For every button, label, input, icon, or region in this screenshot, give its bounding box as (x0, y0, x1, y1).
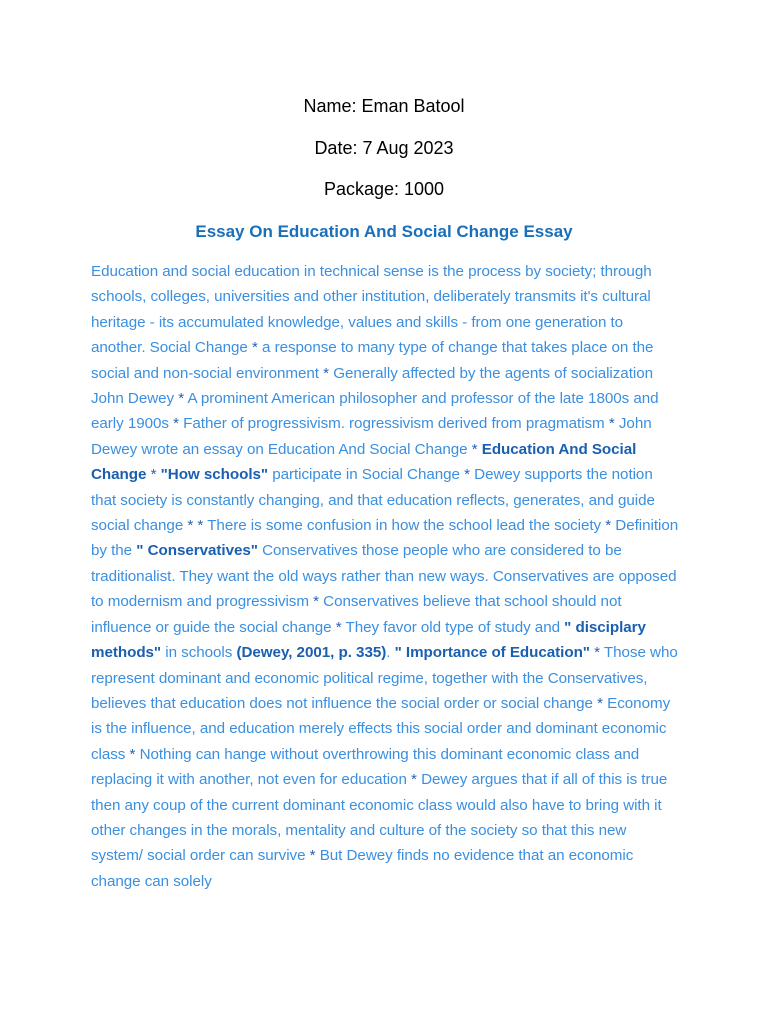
bullet-asterisk: * (594, 644, 601, 662)
essay-text: a response to many type of change that takes place on the social and non-social environment (91, 339, 654, 382)
emphasized-phrase: "How schools" (160, 466, 269, 484)
author-name: Name: Eman Batool (303, 96, 465, 116)
emphasized-phrase: " Conservatives" (136, 542, 258, 560)
essay-text: A prominent American philosopher and professor of the late 1800s and early 1900s (91, 390, 659, 433)
essay-text: Economy is the influence, and education merely effects this social order and dominant economic class (91, 694, 671, 763)
essay-text: There is some confusion in how the school lead the society (203, 517, 606, 535)
bullet-asterisk: * (411, 771, 417, 789)
essay-text: Those who represent dominant and economic political regime, together with the Conservatives, believes that education does not influence the social order or social change (91, 644, 678, 712)
bullet-asterisk: * (173, 415, 180, 433)
package-label: Package: 1000 (323, 179, 445, 199)
bullet-asterisk: * (597, 694, 603, 712)
emphasized-phrase: (Dewey, 2001, p. 335) (236, 644, 387, 662)
essay-text: Definition by the (91, 517, 679, 560)
essay-text: Father of progressivism. rogressivism derived from pragmatism (179, 415, 609, 433)
bullet-asterisk: * (178, 390, 185, 408)
essay-text: . (386, 644, 395, 662)
essay-text: But Dewey finds no evidence that an economic change can solely (91, 847, 634, 890)
essay-body (91, 259, 681, 894)
bullet-asterisk: * (608, 415, 615, 433)
essay-title: Essay On Education And Social Change Essay (195, 222, 573, 241)
bullet-asterisk: * * (187, 517, 204, 535)
bullet-asterisk: * (605, 517, 612, 535)
essay-text: Conservatives believe that school should not influence or guide the social change (91, 593, 622, 636)
bullet-asterisk: * (335, 618, 342, 636)
essay-text: Dewey argues that if all of this is true then any coup of the current dominant economic class would also have to bring with it other changes in the morals, mentality and culture of the society so that this new system/ social order can survive (91, 771, 668, 865)
bullet-asterisk: * (251, 339, 258, 357)
essay-text: They favor old type of study and (341, 618, 565, 636)
bullet-asterisk: * (464, 466, 470, 484)
emphasized-phrase: " Importance of Education" (394, 644, 590, 662)
essay-date: Date: 7 Aug 2023 (314, 138, 454, 158)
essay-text: John Dewey wrote an essay on Education And Social Change (91, 415, 652, 458)
bullet-asterisk: * (471, 440, 478, 458)
essay-text: Education and social education in technical sense is the process by society; through schools, colleges, universities and other institution, deliberately transmits it's cultural heritage - its accumulated knowledge, values and skills - from one generation to another. Social Change (91, 263, 652, 357)
bullet-asterisk: * (323, 364, 330, 382)
essay-text: Conservatives those people who are considered to be traditionalist. They want the old ways rather than new ways. Conservatives are opposed to modernism and progressivism (91, 542, 677, 611)
essay-text: Dewey supports the notion that society is constantly changing, and that education reflects, generates, and guide social change (91, 466, 655, 535)
bullet-asterisk: * (150, 466, 157, 484)
bullet-asterisk: * (309, 847, 316, 865)
emphasized-phrase: " disciplary methods" (91, 618, 646, 662)
essay-text: Nothing can hange without overthrowing this dominant economic class and replacing it with another, not even for education (91, 745, 640, 789)
bullet-asterisk: * (313, 593, 319, 611)
essay-text: in schools (161, 644, 237, 662)
emphasized-phrase: Education And Social Change (91, 440, 637, 484)
bullet-asterisk: * (129, 745, 136, 763)
essay-text: Generally affected by the agents of socialization John Dewey (91, 364, 653, 408)
essay-text: participate in Social Change (268, 466, 465, 484)
